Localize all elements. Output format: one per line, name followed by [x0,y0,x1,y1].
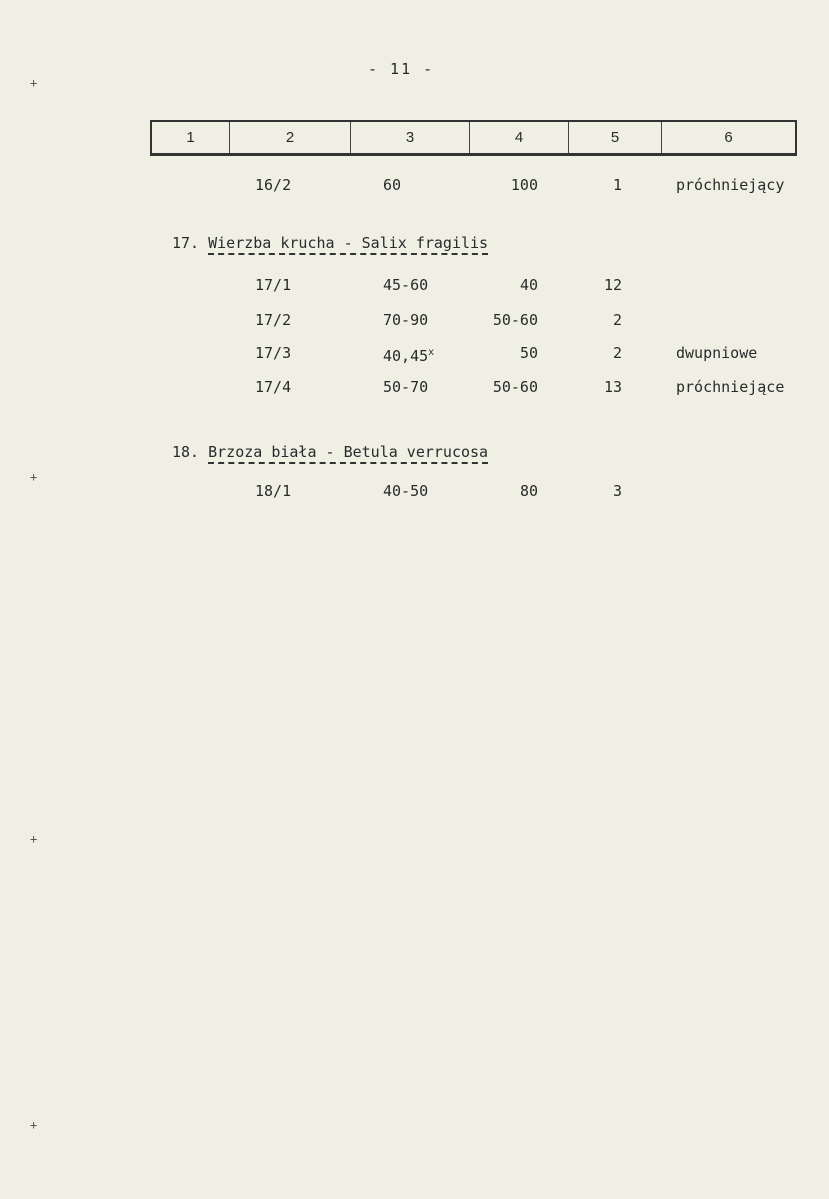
section-title: Brzoza biała - Betula verrucosa [208,443,488,464]
row-c5: 3 [612,482,622,500]
row-c4: 50-60 [492,378,538,396]
row-id: 17/4 [255,378,292,396]
row-c4: 100 [510,176,538,194]
row-c3: 50-70 [383,378,429,396]
header-col-2: 2 [230,122,351,153]
row-id: 17/3 [255,344,292,362]
header-col-6: 6 [724,129,733,146]
row-c3: 40-50 [383,482,429,500]
header-col-5: 5 [569,122,662,153]
row-c5: 12 [603,276,622,294]
row-id: 17/2 [255,311,292,329]
page-number: - 11 - [368,60,435,78]
row-c3 [383,344,434,365]
row-c5: 2 [612,344,622,362]
row-c4: 80 [519,482,538,500]
row-c6: próchniejące [676,378,785,396]
row-c5: 1 [612,176,622,194]
row-c4: 40 [519,276,538,294]
row-c3: 45-60 [383,276,429,294]
row-id: 17/1 [255,276,292,294]
header-col-3: 3 [351,122,470,153]
footnote-marker: x [428,347,435,358]
header-col-1: 1 [152,122,230,153]
margin-mark: + [30,832,38,846]
margin-mark: + [30,470,38,484]
section-title: Wierzba krucha - Salix fragilis [208,234,488,255]
row-c5: 2 [612,311,622,329]
row-c6: dwupniowe [676,344,758,362]
row-c3: 70-90 [383,311,429,329]
row-c6: próchniejący [676,176,785,194]
row-id: 18/1 [255,482,292,500]
value: 40,45 [383,347,429,365]
section-number: 18. [172,443,200,461]
section-number: 17. [172,234,200,252]
header-col-4: 4 [470,122,569,153]
row-c4: 50 [519,344,538,362]
section-heading-17 [172,234,488,252]
section-heading-18 [172,443,488,461]
margin-mark: + [30,76,38,90]
row-id: 16/2 [255,176,292,194]
row-c4: 50-60 [492,311,538,329]
row-c5: 13 [603,378,622,396]
table-header [150,120,797,156]
margin-mark: + [30,1118,38,1132]
row-c3: 60 [383,176,402,194]
